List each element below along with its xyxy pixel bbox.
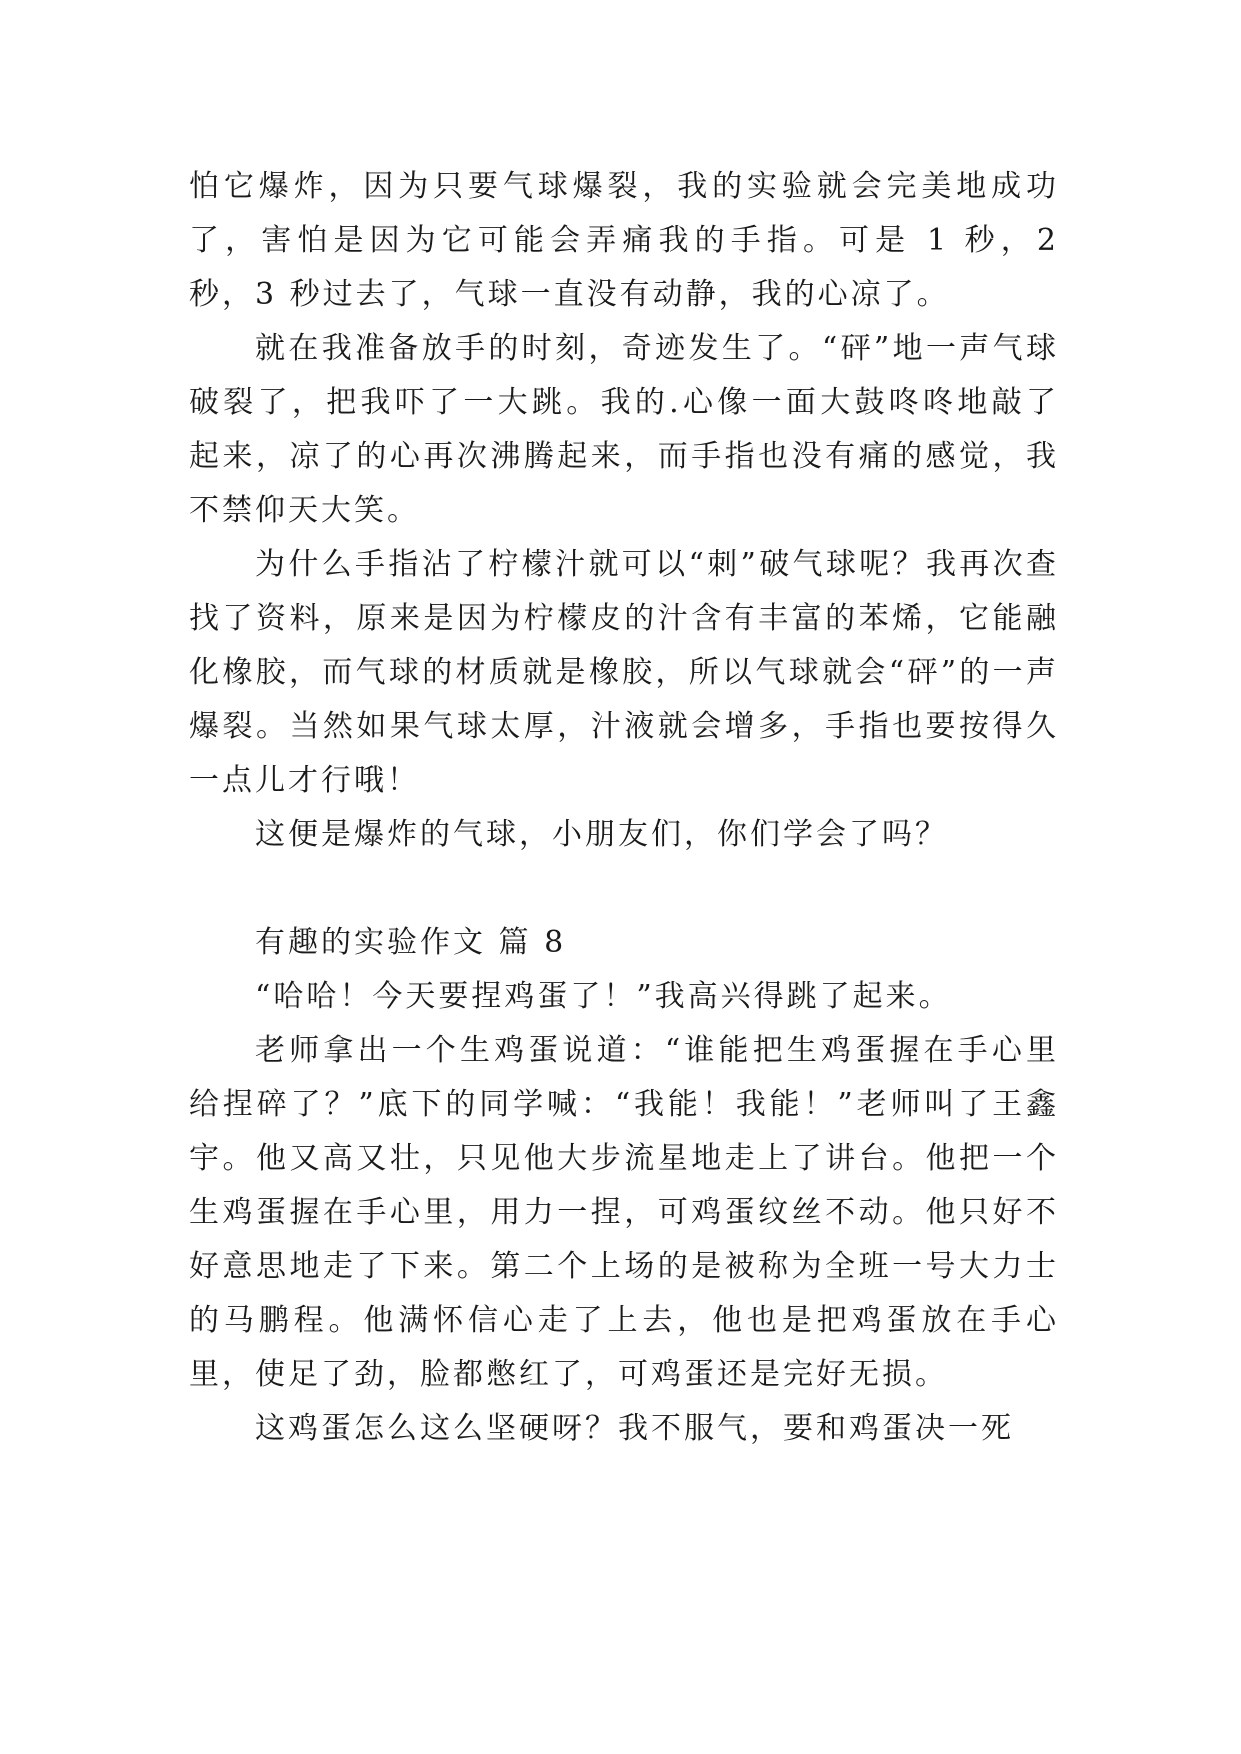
section-heading: 有趣的实验作文 篇 8 <box>255 925 567 960</box>
paragraph-6: 老师拿出一个生鸡蛋说道：“谁能把生鸡蛋握在手心里给捏碎了？”底下的同学喊：“我能！我能！”老师叫了王鑫宇。他又高又壮，只见他大步流星地走上了讲台。他把一个生鸡蛋握在手心里，用力一捏，可鸡蛋纹丝不动。他只好不好意思地走了下来。第二个上场的是被称为全班一号大力士的马鹏程。他满怀信心走了上去，他也是把鸡蛋放在手心里，使足了劲，脸都憋红了，可鸡蛋还是完好无损。 <box>189 1033 1059 1392</box>
paragraph-3: 为什么手指沾了柠檬汁就可以“刺”破气球呢？我再次查找了资料，原来是因为柠檬皮的汁含有丰富的苯烯，它能融化橡胶，而气球的材质就是橡胶，所以气球就会“砰”的一声爆裂。当然如果气球太厚，汁液就会增多，手指也要按得久一点儿才行哦！ <box>189 547 1059 798</box>
paragraph-1: 怕它爆炸，因为只要气球爆裂，我的实验就会完美地成功了，害怕是因为它可能会弄痛我的手指。可是 1 秒，2 秒，3 秒过去了，气球一直没有动静，我的心凉了。 <box>189 169 1059 312</box>
paragraph-4: 这便是爆炸的气球，小朋友们，你们学会了吗？ <box>255 817 948 852</box>
paragraph-7: 这鸡蛋怎么这么坚硬呀？我不服气，要和鸡蛋决一死 <box>255 1411 1014 1446</box>
document-body <box>189 160 1059 1456</box>
section-gap <box>189 862 1059 916</box>
paragraph-2: 就在我准备放手的时刻，奇迹发生了。“砰”地一声气球破裂了，把我吓了一大跳。我的.心像一面大鼓咚咚地敲了起来，凉了的心再次沸腾起来，而手指也没有痛的感觉，我不禁仰天大笑。 <box>189 331 1059 528</box>
paragraph-5: “哈哈！今天要捏鸡蛋了！”我高兴得跳了起来。 <box>255 979 952 1014</box>
